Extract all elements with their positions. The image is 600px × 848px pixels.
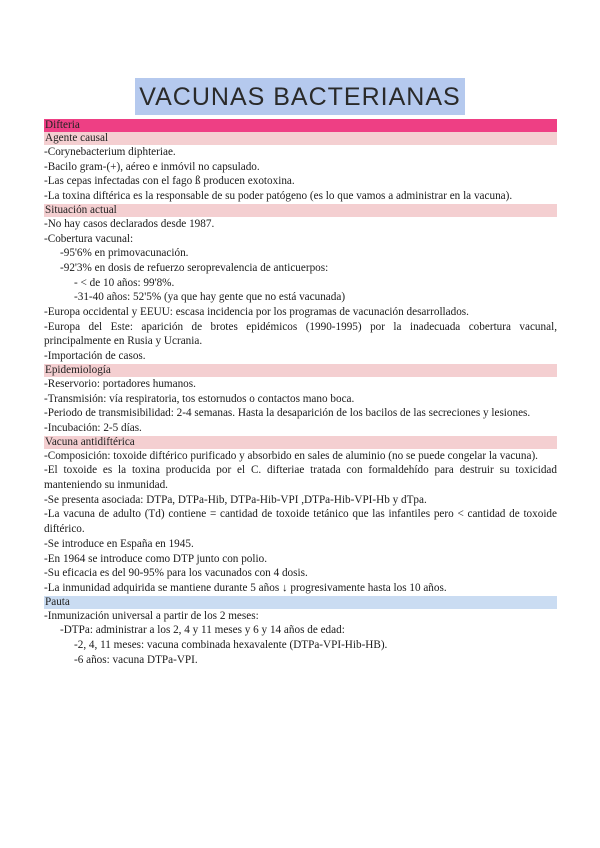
- situacion-paragraph-8: -Europa del Este: aparición de brotes epidémicos (1990-1995) por la inadecuada cobertura vacunal, principalmente en Rusia y Ucrania.: [44, 320, 557, 348]
- situacion-line-5: - < de 10 años: 99'8%.: [74, 276, 175, 289]
- vacuna-line-8: -La inmunidad adquirida se mantiene durante 5 años ↓ progresivamente hasta los 10 años.: [44, 581, 447, 594]
- section-heading-difteria: Difteria: [44, 119, 557, 132]
- agente-line-1: -Corynebacterium diphteriae.: [44, 146, 176, 158]
- heading-pauta: Pauta: [44, 596, 557, 609]
- pauta-line-3: -2, 4, 11 meses: vacuna combinada hexavalente (DTPa-VPI-Hib-HB).: [74, 639, 388, 652]
- agente-paragraph: -La toxina diftérica es la responsable de su poder patógeno (es lo que vamos a administrar en la vacuna).: [44, 190, 513, 203]
- pauta-line-1: -Inmunización universal a partir de los 2 meses:: [44, 609, 259, 622]
- situacion-line-4: -92'3% en dosis de refuerzo seroprevalencia de anticuerpos:: [60, 261, 329, 274]
- heading-vacuna-antidifterica: Vacuna antidiftérica: [44, 436, 557, 449]
- epidemiologia-line-2: -Transmisión: vía respiratoria, tos estornudos o contactos mano boca.: [44, 392, 355, 405]
- title-wrap: [0, 78, 600, 115]
- vacuna-line-3: -Se presenta asociada: DTPa, DTPa-Hib, DTPa-Hib-VPI ,DTPa-Hib-VPI-Hb y dTpa.: [44, 493, 427, 506]
- situacion-line-7: -Europa occidental y EEUU: escasa incidencia por los programas de vacunación desarrollados.: [44, 306, 469, 319]
- situacion-line-3: -95'6% en primovacunación.: [60, 247, 189, 260]
- heading-agente-causal: Agente causal: [44, 132, 557, 145]
- vacuna-paragraph-2: -El toxoide es la toxina producida por el C. difteriae tratada con formaldehído para destruir su toxicidad manteniendo su inmunidad.: [44, 464, 557, 492]
- situacion-line-2: -Cobertura vacunal:: [44, 232, 134, 245]
- pauta-line-4: -6 años: vacuna DTPa-VPI.: [74, 653, 198, 666]
- content: [44, 119, 557, 668]
- vacuna-line-5: -Se introduce en España en 1945.: [44, 537, 194, 550]
- epidemiologia-line-4: -Incubación: 2-5 días.: [44, 421, 142, 434]
- agente-line-3: -Las cepas infectadas con el fago ß producen exotoxina.: [44, 175, 295, 188]
- vacuna-line-7: -Su eficacia es del 90-95% para los vacunados con 4 dosis.: [44, 567, 308, 580]
- agente-line-2: -Bacilo gram-(+), aéreo e inmóvil no capsulado.: [44, 160, 260, 173]
- page-title: VACUNAS BACTERIANAS: [135, 78, 464, 115]
- vacuna-line-6: -En 1964 se introduce como DTP junto con polio.: [44, 552, 267, 565]
- vacuna-paragraph-1: -Composición: toxoide diftérico purificado y absorbido en sales de aluminio (no se puede congelar la vacuna).: [44, 449, 538, 462]
- situacion-line-1: -No hay casos declarados desde 1987.: [44, 217, 215, 230]
- vacuna-paragraph-4: -La vacuna de adulto (Td) contiene = cantidad de toxoide tetánico que las infantiles pero < cantidad de toxoide diftérico.: [44, 508, 557, 536]
- situacion-line-9: -Importación de casos.: [44, 350, 146, 363]
- heading-epidemiologia: Epidemiología: [44, 364, 557, 377]
- epidemiologia-paragraph-3: -Periodo de transmisibilidad: 2-4 semanas. Hasta la desaparición de los bacilos de las secreciones y lesiones.: [44, 407, 531, 420]
- pauta-line-2: -DTPa: administrar a los 2, 4 y 11 meses y 6 y 14 años de edad:: [60, 624, 345, 637]
- heading-situacion-actual: Situación actual: [44, 204, 557, 217]
- epidemiologia-line-1: -Reservorio: portadores humanos.: [44, 377, 196, 390]
- situacion-line-6: -31-40 años: 52'5% (ya que hay gente que no está vacunada): [74, 291, 346, 304]
